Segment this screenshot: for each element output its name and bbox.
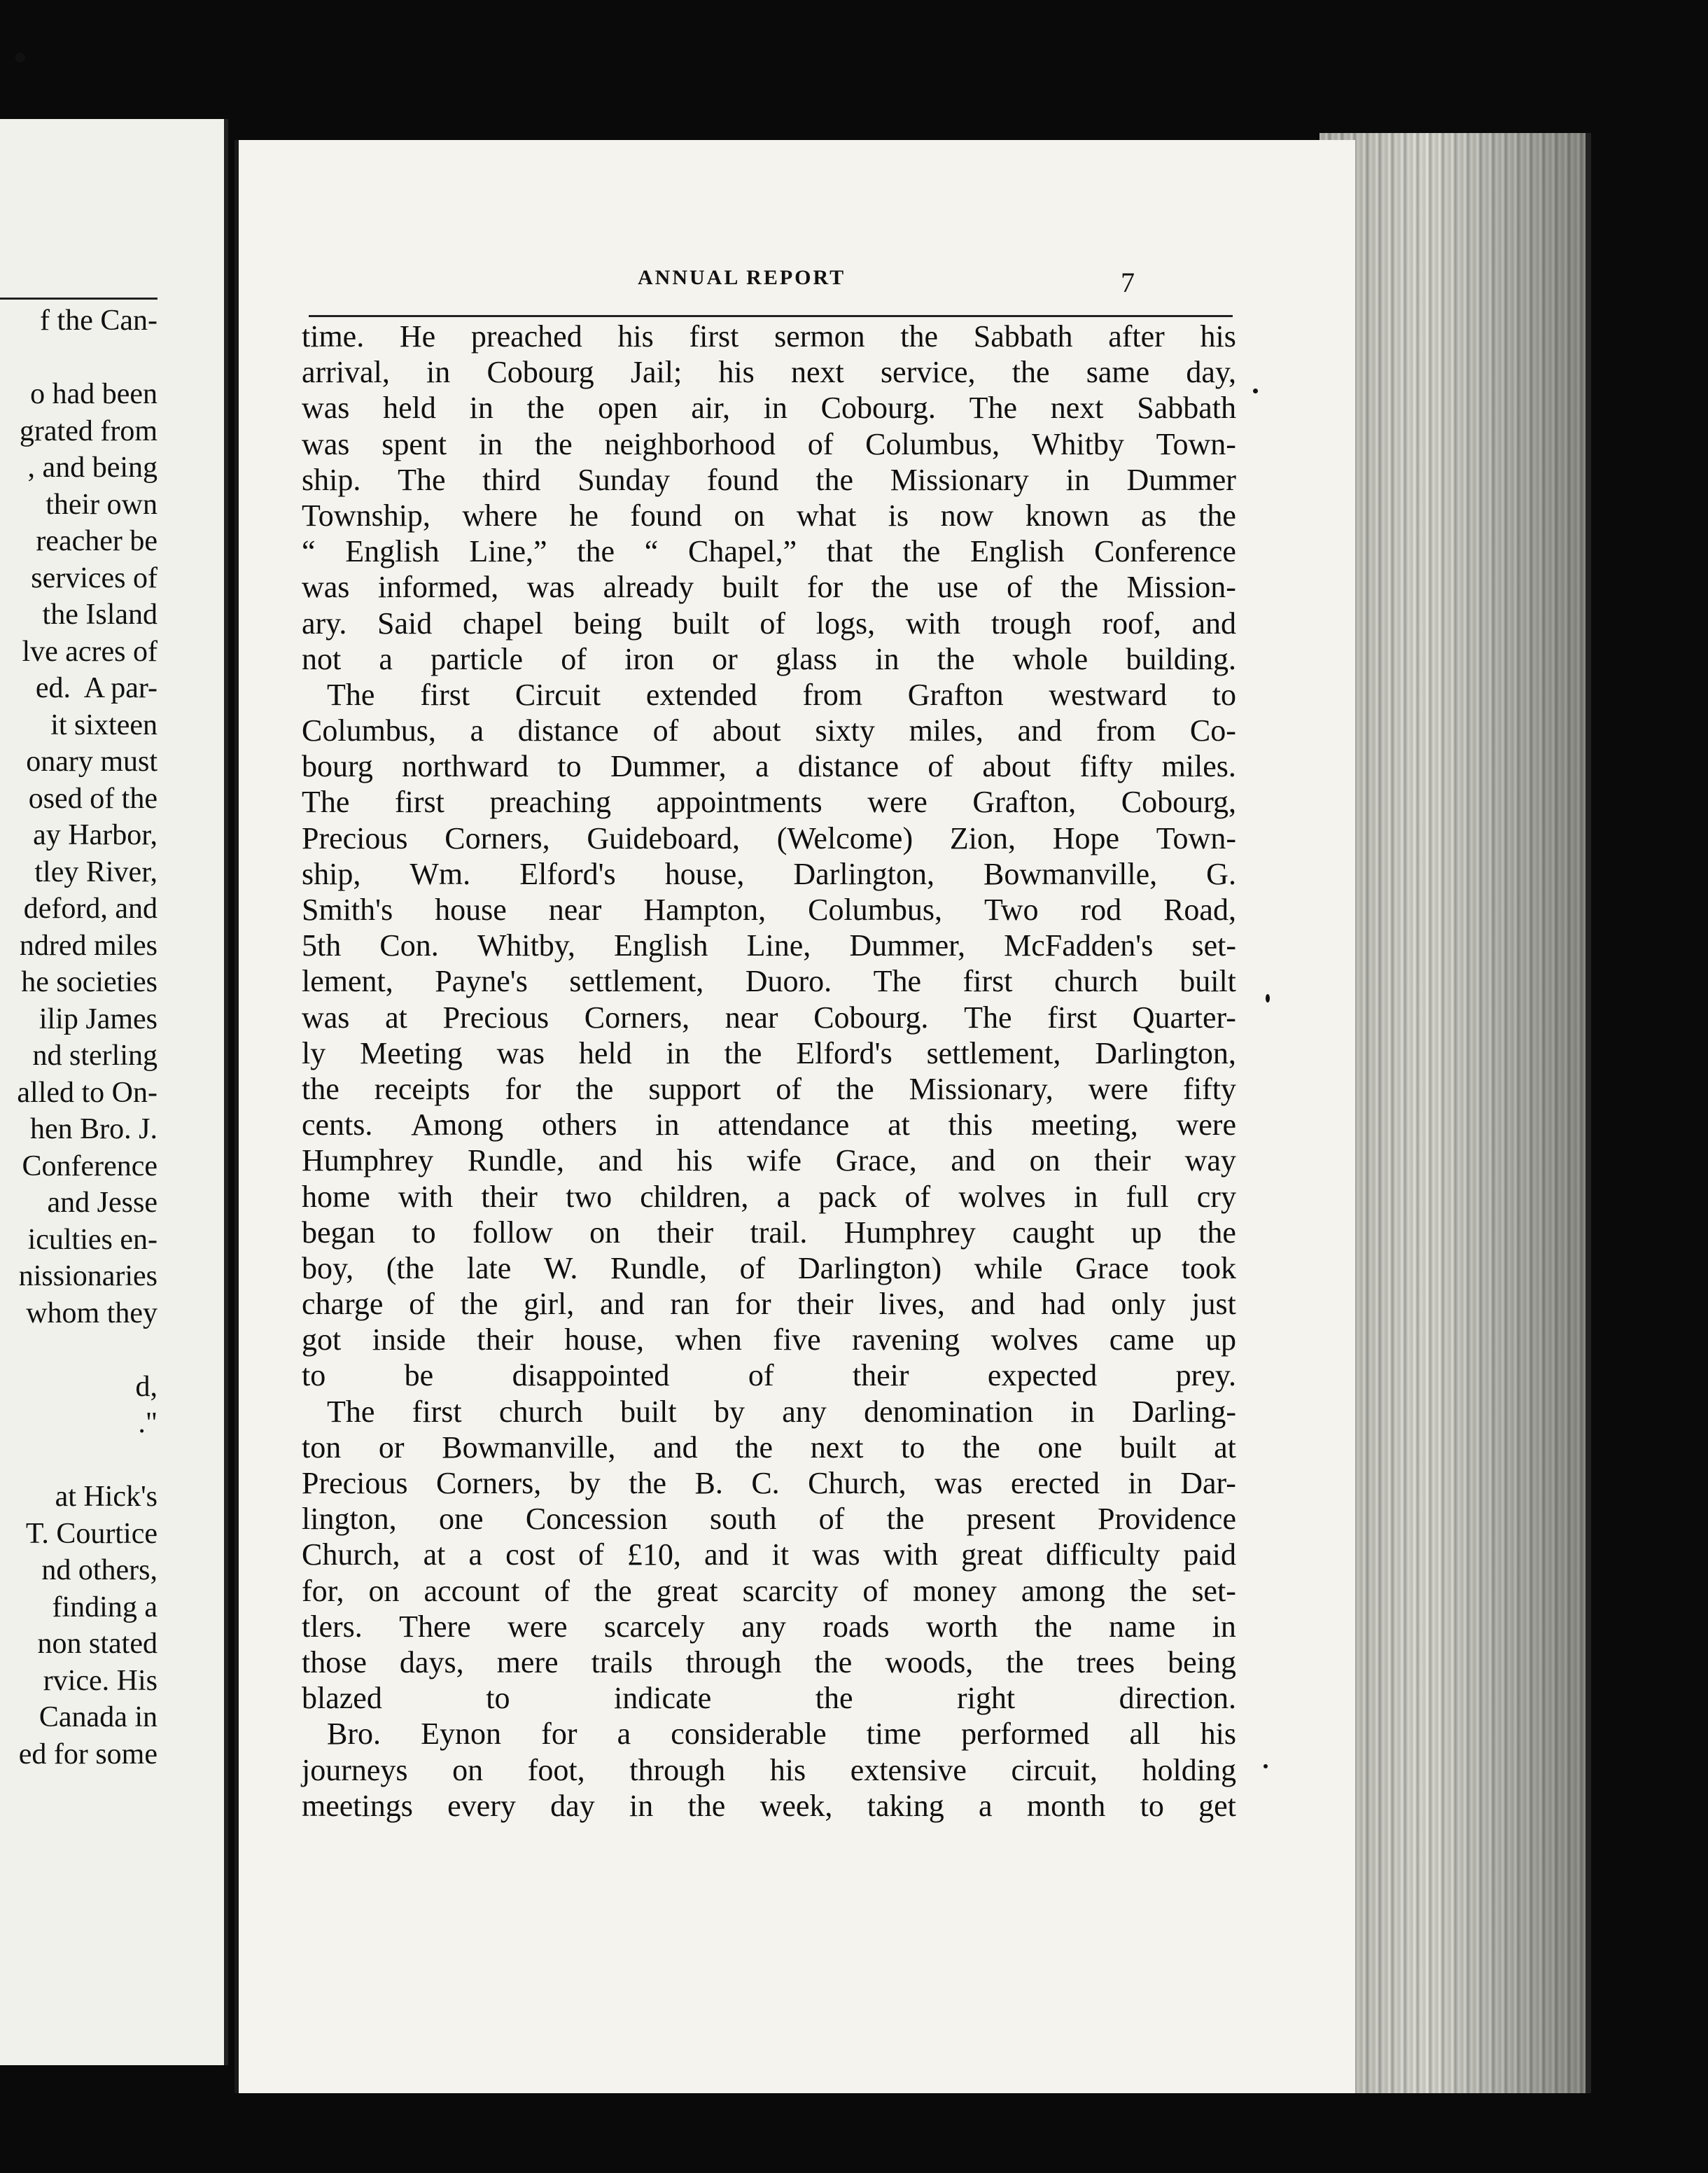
text-line: the receipts for the support of the Missionary, were fifty [302,1071,1236,1106]
paragraph [302,1394,1236,1717]
left-page-line [0,1332,158,1369]
left-page-line: ilip James [38,1002,158,1035]
text-line: Humphrey Rundle, and his wife Grace, and on their way [302,1143,1236,1178]
speck-mark [1266,994,1270,1002]
text-line: those days, mere trails through the woods, the trees being [302,1644,1236,1679]
left-page-line: T. Courtice [25,1517,158,1550]
left-page-line: osed of the [28,782,158,815]
left-page-line: f the Can- [40,305,158,337]
text-line: began to follow on their trail. Humphrey caught up the [302,1215,1236,1250]
speck-mark [1253,389,1258,393]
left-page-line: ed. A par- [35,672,158,704]
body-text [302,319,1236,1824]
text-line: Precious Corners, Guideboard, (Welcome) Zion, Hope Town- [302,820,1236,855]
text-line: for, on account of the great scarcity of money among the set- [302,1573,1236,1608]
left-page-line: tley River, [34,855,158,888]
text-line: time. He preached his first sermon the Sabbath after his [302,319,1236,354]
left-page-line: o had been [30,378,158,410]
left-page-header-rule [0,298,158,300]
paragraph [302,319,1236,677]
left-page-line: their own [46,488,158,521]
text-line: The first preaching appointments were Grafton, Cobourg, [302,785,1236,820]
left-page-line: he societies [21,966,158,998]
paragraph [302,677,1236,1394]
text-line: meetings every day in the week, taking a month to get [302,1788,1236,1823]
text-line: Columbus, a distance of about sixty miles, and from Co- [302,713,1236,748]
left-page-line: alled to On- [17,1076,158,1109]
left-page-line: nissionaries [18,1260,158,1292]
text-line: Church, at a cost of £10, and it was with great difficulty paid [302,1537,1236,1572]
text-line: charge of the girl, and ran for their lives, and had only just [302,1287,1236,1322]
left-page-line: finding a [52,1591,158,1623]
text-line: ly Meeting was held in the Elford's settlement, Darlington, [302,1035,1236,1070]
left-page-line: iculties en- [27,1223,158,1256]
text-line: tlers. There were scarcely any roads worth the name in [302,1609,1236,1644]
text-line: The first Circuit extended from Grafton westward to [327,677,1236,712]
left-page-line [0,340,158,377]
paragraph [302,1716,1236,1824]
left-page-line: it sixteen [50,708,158,741]
text-line: home with their two children, a pack of wolves in full cry [302,1179,1236,1214]
speck-mark [15,53,25,62]
text-line: arrival, in Cobourg Jail; his next service, the same day, [302,355,1236,390]
left-page-line: Canada in [38,1701,158,1733]
left-page-line: and Jesse [47,1187,158,1219]
left-page-line: d, [135,1370,158,1403]
text-line: not a particle of iron or glass in the whole building. [302,641,1236,676]
text-line: blazed to indicate the right direction. [302,1681,1236,1716]
left-page-line [0,1442,158,1479]
left-page-line: Conference [22,1150,158,1182]
text-line: was spent in the neighborhood of Columbus, Whitby Town- [302,426,1236,461]
left-page-line: at Hick's [55,1481,158,1513]
left-page-text [0,302,158,1773]
text-line: Precious Corners, by the B. C. Church, was erected in Dar- [302,1466,1236,1500]
left-page-line: , and being [27,452,158,484]
text-line: lington, one Concession south of the present Providence [302,1502,1236,1537]
text-line: to be disappointed of their expected prey. [302,1358,1236,1393]
speck-mark [1264,1764,1268,1768]
text-line: boy, (the late W. Rundle, of Darlington) while Grace took [302,1250,1236,1285]
left-page-line: ed for some [18,1738,158,1770]
left-page-line: whom they [26,1297,158,1329]
text-line: was held in the open air, in Cobourg. The next Sabbath [302,391,1236,426]
text-line: Smith's house near Hampton, Columbus, Two rod Road, [302,893,1236,927]
text-line: was at Precious Corners, near Cobourg. The first Quarter- [302,1000,1236,1035]
text-line: Township, where he found on what is now known as the [302,498,1236,533]
page-number: 7 [1121,267,1135,298]
book-page-edges [1320,133,1591,2093]
left-page-line: non stated [37,1628,158,1660]
running-head [239,266,1341,308]
left-page-line: onary must [26,746,158,778]
left-page-line: grated from [19,414,158,447]
left-page-line: rvice. His [43,1664,158,1697]
text-line: 5th Con. Whitby, English Line, Dummer, McFadden's set- [302,928,1236,963]
header-rule [309,315,1233,317]
left-page-line: services of [31,561,158,594]
text-line: was informed, was already built for the use of the Mission- [302,570,1236,605]
text-line: lement, Payne's settlement, Duoro. The first church built [302,964,1236,999]
text-line: ton or Bowmanville, and the next to the one built at [302,1430,1236,1465]
left-page-line: ay Harbor, [33,819,158,851]
left-page-line: nd sterling [32,1040,158,1072]
text-line: ary. Said chapel being built of logs, with trough roof, and [302,606,1236,641]
text-line: ship, Wm. Elford's house, Darlington, Bowmanville, G. [302,856,1236,891]
left-page-line: lve acres of [22,635,158,668]
left-page-line: reacher be [36,525,158,557]
text-line: cents. Among others in attendance at this meeting, were [302,1108,1236,1143]
text-line: journeys on foot, through his extensive circuit, holding [302,1752,1236,1787]
left-page-line: deford, and [23,893,158,925]
facing-left-page [0,119,228,2065]
left-page-line: hen Bro. J. [30,1113,158,1145]
main-page [234,140,1355,2093]
text-line: “ English Line,” the “ Chapel,” that the English Conference [302,534,1236,569]
running-header-title: ANNUAL REPORT [638,266,846,289]
left-page-line: ndred miles [19,929,158,962]
left-page-line: the Island [42,599,158,631]
left-page-line: nd others, [41,1554,158,1586]
text-line: The first church built by any denomination in Darling- [327,1394,1236,1429]
text-line: Bro. Eynon for a considerable time performed all his [327,1717,1236,1752]
text-line: bourg northward to Dummer, a distance of about fifty miles. [302,749,1236,784]
left-page-line: ." [138,1407,158,1439]
text-line: ship. The third Sunday found the Missionary in Dummer [302,462,1236,497]
text-line: got inside their house, when five ravening wolves came up [302,1322,1236,1357]
